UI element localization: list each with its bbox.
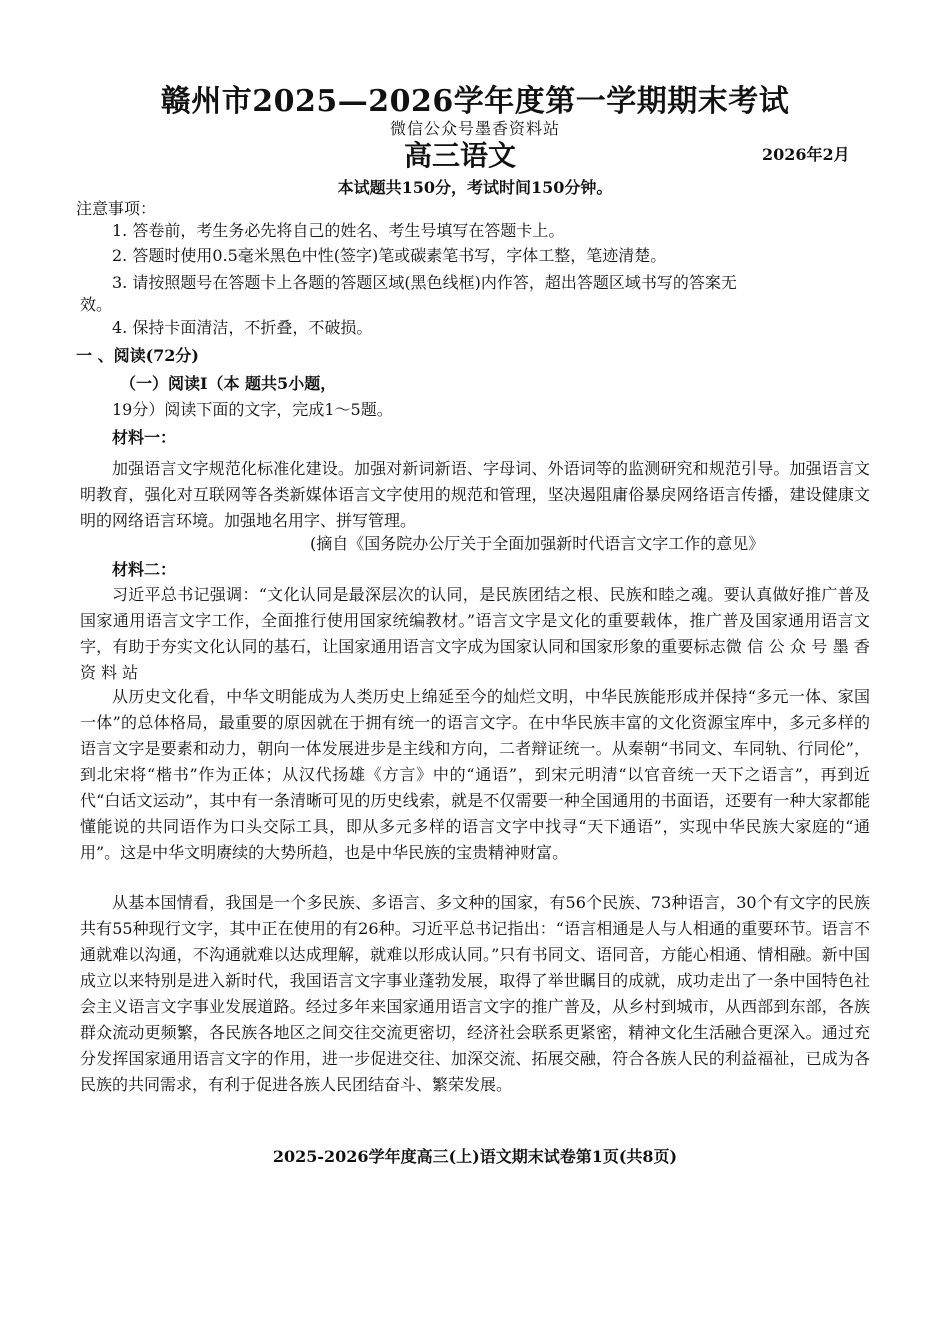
note-item: 3. 请按照题号在答题卡上各题的答题区域(黑色线框)内作答，超出答题区域书写的答案无 [112, 273, 737, 292]
material1-text: 加强语言文字规范化标准化建设。加强对新词新语、字母词、外语词等的监测研究和规范引导。加强语言文明教育，强化对互联网等各类新媒体语言文字使用的规范和管理，坚决遏阻庸俗暴戾网络语言传播，建设健康文明的网络语言环境。加强地名用字、拼写管理。 [80, 459, 870, 530]
material2-paragraph-3: 从基本国情看，我国是一个多民族、多语言、多文种的国家，有56个民族、73种语言，30个有文字的民族共有55种现行文字，其中正在使用的有26种。习近平总书记指出：“语言相通是人与人相通的重要环节。语言不通就难以沟通，不沟通就难以达成理解，就难以形成认同。”只有书同文、语同音，方能心相通、情相融。新中国成立以来特别是进入新时代，我国语言文字事业蓬勃发展，取得了举世瞩目的成就，成功走出了一条中国特色社会主义语言文字事业发展道路。经过多年来国家通用语言文字的推广普及，从乡村到城市，从西部到东部，各族群众流动更频繁，各民族各地区之间交往交流更密切，经济社会联系更紧密，精神文化生活融合更深入。通过充分发挥国家通用语言文字的作用，进一步促进交往、加深交流、拓展交融，符合各族人民的利益福祉，已成为各民族的共同需求，有利于促进各族人民团结奋斗、繁荣发展。 [80, 893, 870, 1094]
exam-title: 赣州市2025—2026学年度第一学期期末考试 [160, 84, 790, 119]
subject-title: 高三语文 [404, 139, 517, 172]
section-heading: 一 、阅读(72分) [76, 346, 199, 365]
material2-paragraph-1: 习近平总书记强调：“文化认同是最深层次的认同，是民族团结之根、民族和睦之魂。要认真做好推广普及国家通用语言文字工作，全面推行使用国家统编教材。”语言文字是文化的重要载体，推广普及国家通用语言文字，有助于夯实文化认同的基石，让国家通用语言文字成为国家认同和国家形象的重要标志微 信 公 众 号 墨 香 资 料 站 [80, 585, 870, 682]
material1-source: (摘自《国务院办公厅关于全面加强新时代语言文字工作的意见》 [310, 534, 765, 553]
wechat-watermark: 微信公众号墨香资料站 [389, 119, 560, 138]
notes-heading: 注意事项： [76, 199, 157, 218]
material2-paragraph-2: 从历史文化看，中华文明能成为人类历史上绵延至今的灿烂文明，中华民族能形成并保持“多元一体、家国一体”的总体格局，最重要的原因就在于拥有统一的语言文字。在中华民族丰富的文化资源宝库中，多元多样的语言文字是要素和动力，朝向一体发展进步是主线和方向，二者辩证统一。从秦朝“书同文、车同轨、行同伦”，到北宋将“楷书”作为正体；从汉代扬雄《方言》中的“通语”，到宋元明清“以官音统一天下之语言”，再到近代“白话文运动”，其中有一条清晰可见的历史线索，就是不仅需要一种全国通用的书面语，还要有一种大家都能懂能说的共同语作为口头交际工具，即从多元多样的语言文字中找寻“天下通语”，实现中华民族大家庭的“通用”。这是中华文明赓续的大势所趋，也是中华民族的宝贵精神财富。 [80, 687, 870, 862]
sub-heading-cont: 19分）阅读下面的文字，完成1～5题。 [112, 400, 393, 419]
note-item: 1. 答卷前，考生务必先将自己的姓名、考生号填写在答题卡上。 [112, 221, 565, 240]
exam-date: 2026年2月 [762, 145, 850, 164]
material2-label: 材料二： [112, 560, 177, 579]
score-note: 本试题共150分，考试时间150分钟。 [337, 178, 613, 197]
sub-heading: （一）阅读Ⅰ（本 题共5小题， [120, 374, 337, 393]
page-footer: 2025-2026学年度高三(上)语文期末试卷第1页(共8页) [272, 1147, 678, 1166]
material1-label: 材料一： [112, 428, 177, 447]
note-item: 4. 保持卡面清洁，不折叠，不破损。 [112, 318, 373, 337]
note-item: 2. 答题时使用0.5毫米黑色中性(签字)笔或碳素笔书写，字体工整，笔迹清楚。 [112, 246, 667, 265]
note-item: 效。 [80, 295, 113, 314]
